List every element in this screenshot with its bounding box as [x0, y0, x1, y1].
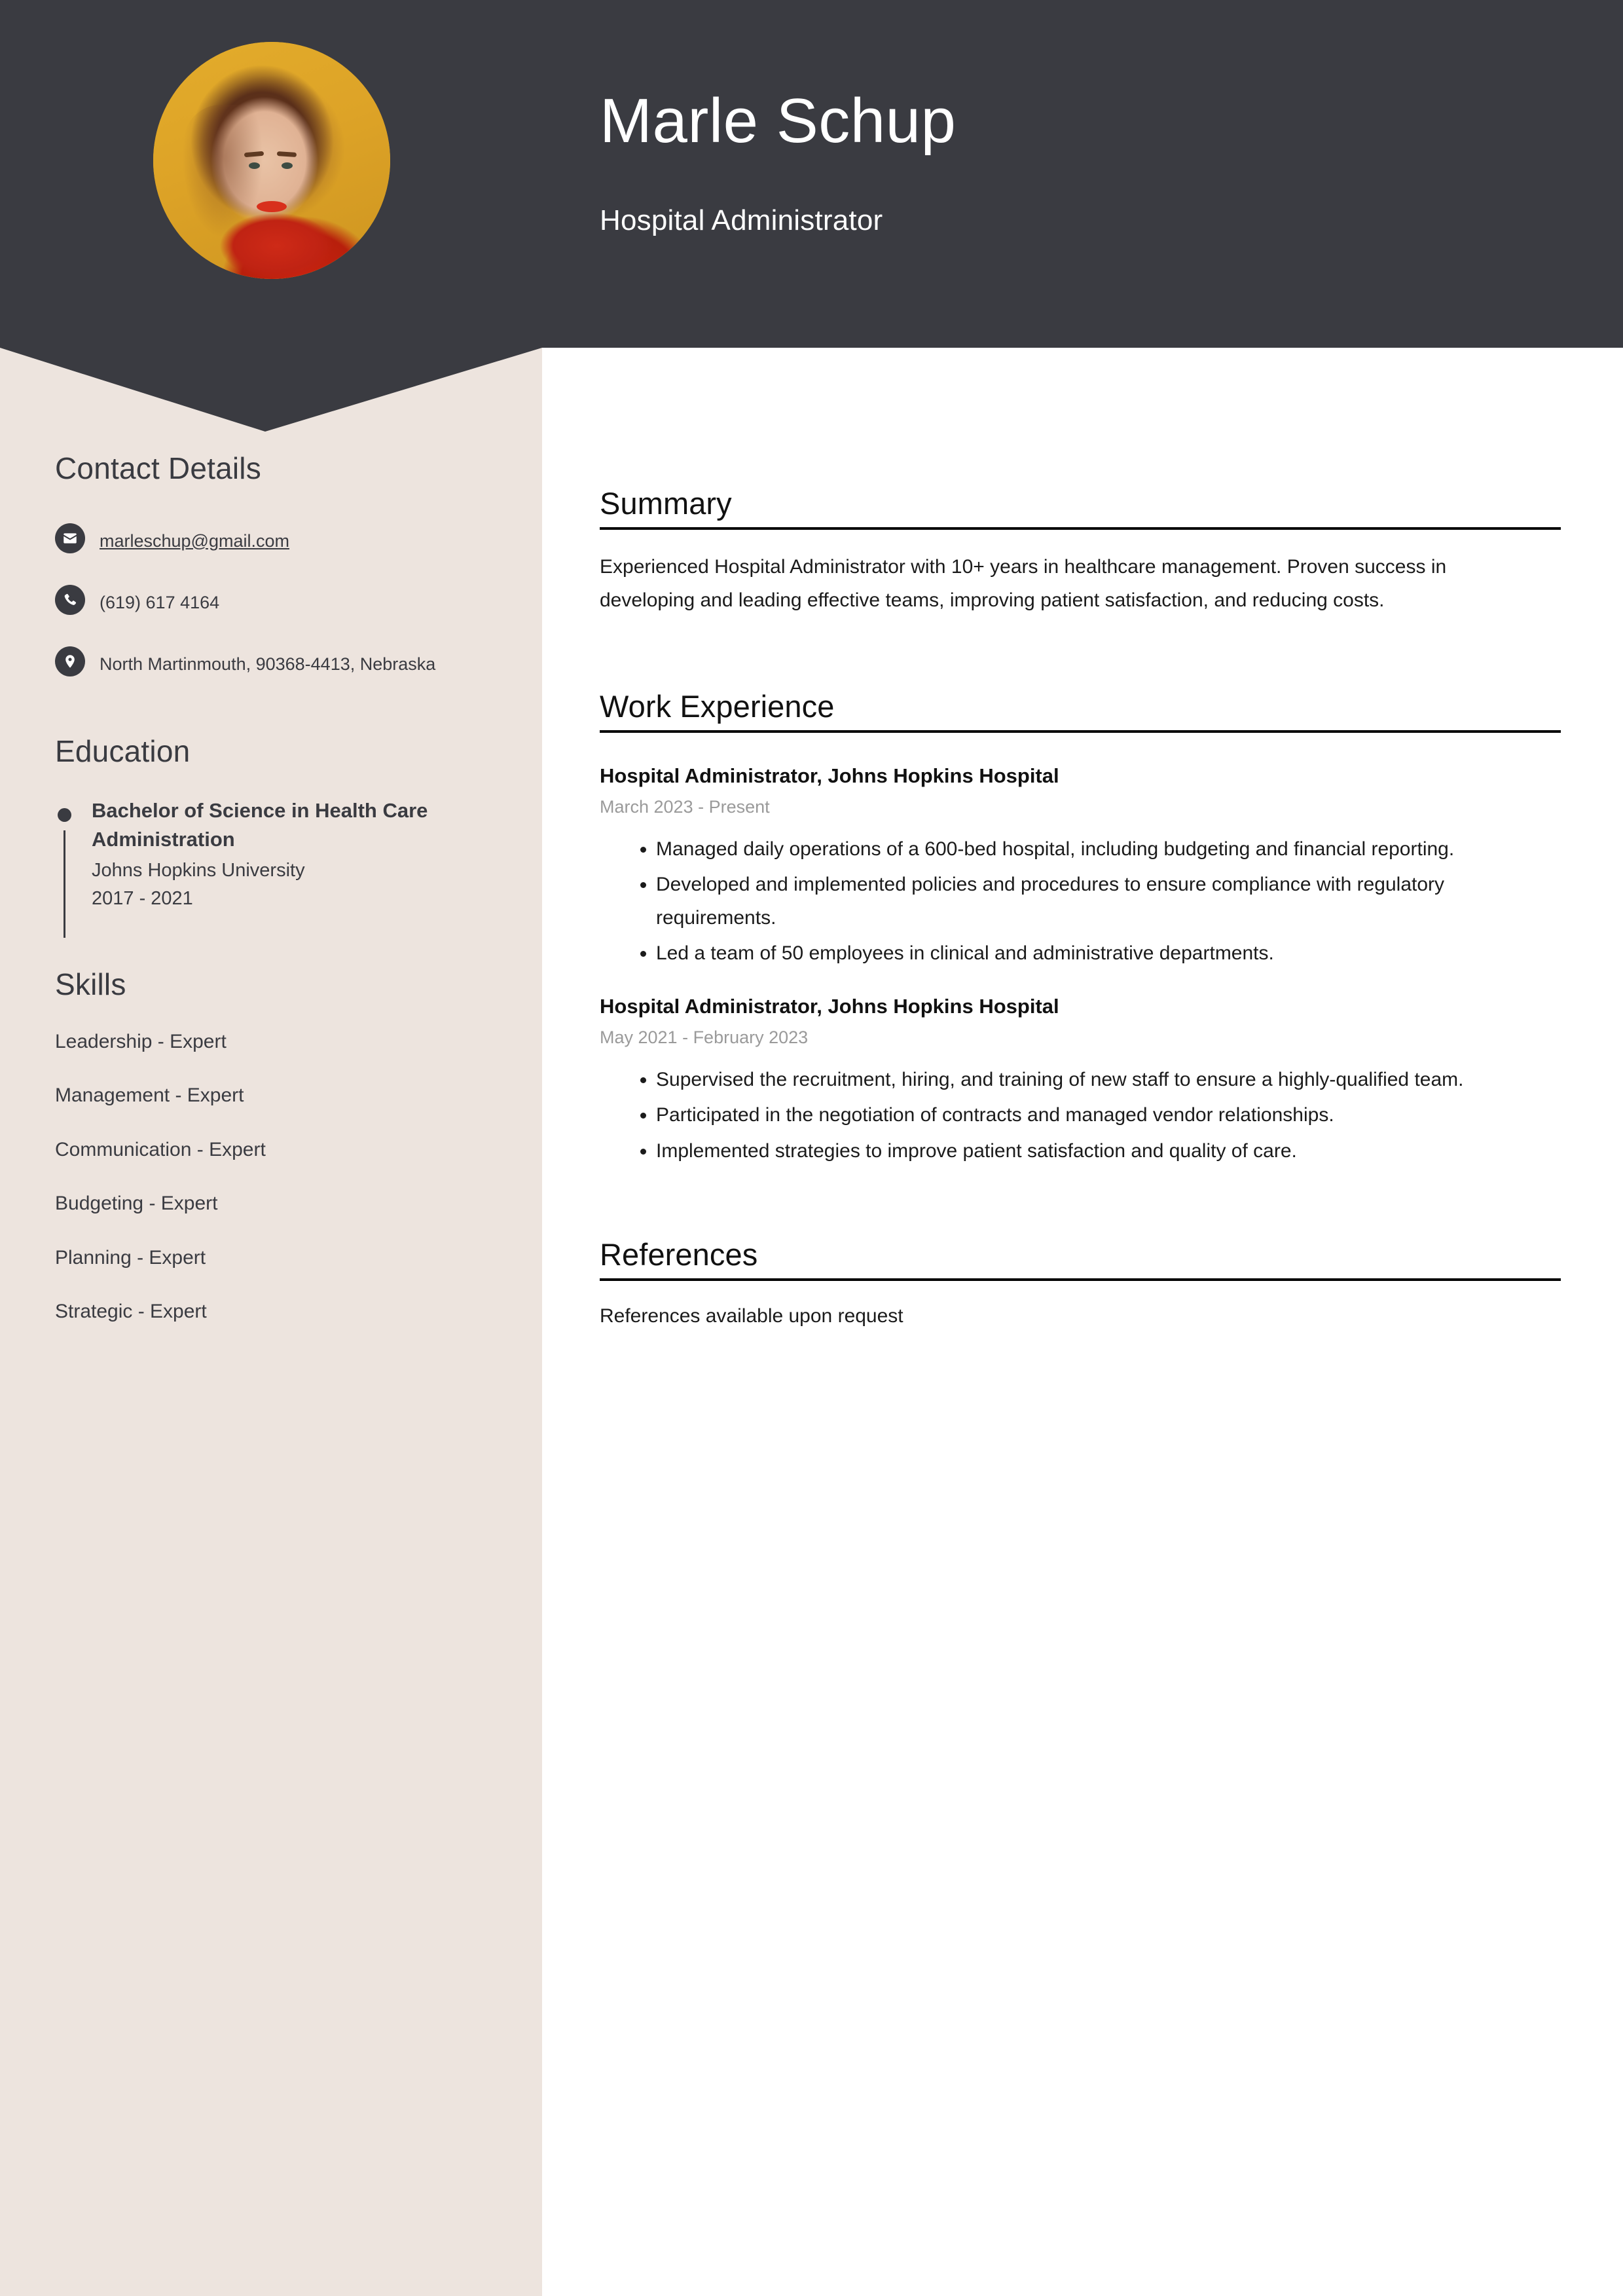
skills-list	[55, 1029, 487, 1325]
references-text: References available upon request	[600, 1305, 903, 1327]
job-bullet: • Implemented strategies to improve patient satisfaction and quality of care.	[656, 1135, 1561, 1168]
skill-item: Strategic - Expert	[55, 1301, 207, 1323]
job-dates: May 2021 - February 2023	[600, 1027, 809, 1047]
job-bullet: • Managed daily operations of a 600-bed hospital, including budgeting and financial reporting.	[656, 833, 1561, 866]
contact-list	[55, 523, 487, 680]
contact-email-value[interactable]: marleschup@gmail.com	[100, 530, 289, 551]
skill-item: Communication - Expert	[55, 1138, 266, 1160]
job-list	[600, 763, 1561, 1168]
job-entry	[600, 763, 1561, 970]
education-school: Johns Hopkins University	[92, 860, 305, 881]
references-heading: References	[600, 1236, 758, 1272]
contact-address-value: North Martinmouth, 90368-4413, Nebraska	[100, 654, 436, 675]
work-experience-section	[600, 690, 1561, 1168]
summary-divider	[600, 527, 1561, 530]
candidate-job-title: Hospital Administrator	[600, 204, 883, 236]
job-title: Hospital Administrator, Johns Hopkins Hospital	[600, 995, 1059, 1018]
envelope-icon	[55, 523, 85, 553]
candidate-name: Marle Schup	[600, 86, 957, 156]
skill-item: Management - Expert	[55, 1084, 244, 1107]
avatar-hair	[183, 105, 262, 236]
job-entry	[600, 993, 1561, 1168]
skill-item: Budgeting - Expert	[55, 1193, 218, 1215]
contact-details-heading: Contact Details	[55, 451, 261, 485]
job-dates: March 2023 - Present	[600, 796, 770, 817]
references-section	[600, 1238, 1561, 1332]
avatar-eye-left	[249, 162, 260, 169]
skill-item: Planning - Expert	[55, 1246, 206, 1268]
references-divider	[600, 1278, 1561, 1281]
avatar-lips	[257, 201, 287, 212]
avatar-eye-right	[282, 162, 293, 169]
summary-text: Experienced Hospital Administrator with 10+ years in healthcare management. Proven success in developing and leading effective teams, improving patient satisfaction, and reducing costs.	[600, 556, 1447, 611]
map-pin-icon	[55, 646, 85, 676]
skill-item: Leadership - Expert	[55, 1030, 227, 1052]
contact-item-address	[55, 646, 487, 679]
job-bullet-list	[600, 1064, 1561, 1168]
contact-item-email[interactable]	[55, 523, 487, 556]
phone-icon	[55, 585, 85, 615]
work-experience-divider	[600, 730, 1561, 733]
job-title: Hospital Administrator, Johns Hopkins Hospital	[600, 764, 1059, 788]
education-dates: 2017 - 2021	[92, 888, 193, 910]
contact-phone-value: (619) 617 4164	[100, 592, 220, 612]
job-bullet-list	[600, 833, 1561, 971]
education-degree: Bachelor of Science in Health Care Administration	[92, 799, 428, 851]
education-heading: Education	[55, 733, 191, 768]
education-timeline-rule	[64, 830, 65, 938]
job-bullet: • Supervised the recruitment, hiring, and training of new staff to ensure a highly-qualified team.	[656, 1064, 1561, 1096]
job-bullet: • Developed and implemented policies and procedures to ensure compliance with regulatory requirements.	[656, 868, 1561, 935]
avatar	[153, 42, 390, 279]
summary-heading: Summary	[600, 486, 732, 521]
job-bullet: • Led a team of 50 employees in clinical and administrative departments.	[656, 937, 1561, 970]
main-content	[600, 487, 1561, 1332]
sidebar	[0, 452, 542, 1325]
job-bullet: • Participated in the negotiation of contracts and managed vendor relationships.	[656, 1099, 1561, 1132]
bullet-dot-icon	[58, 808, 71, 822]
skills-heading: Skills	[55, 967, 126, 1002]
work-experience-heading: Work Experience	[600, 689, 835, 724]
education-item	[55, 796, 487, 913]
summary-section	[600, 487, 1561, 617]
contact-item-phone[interactable]	[55, 585, 487, 618]
